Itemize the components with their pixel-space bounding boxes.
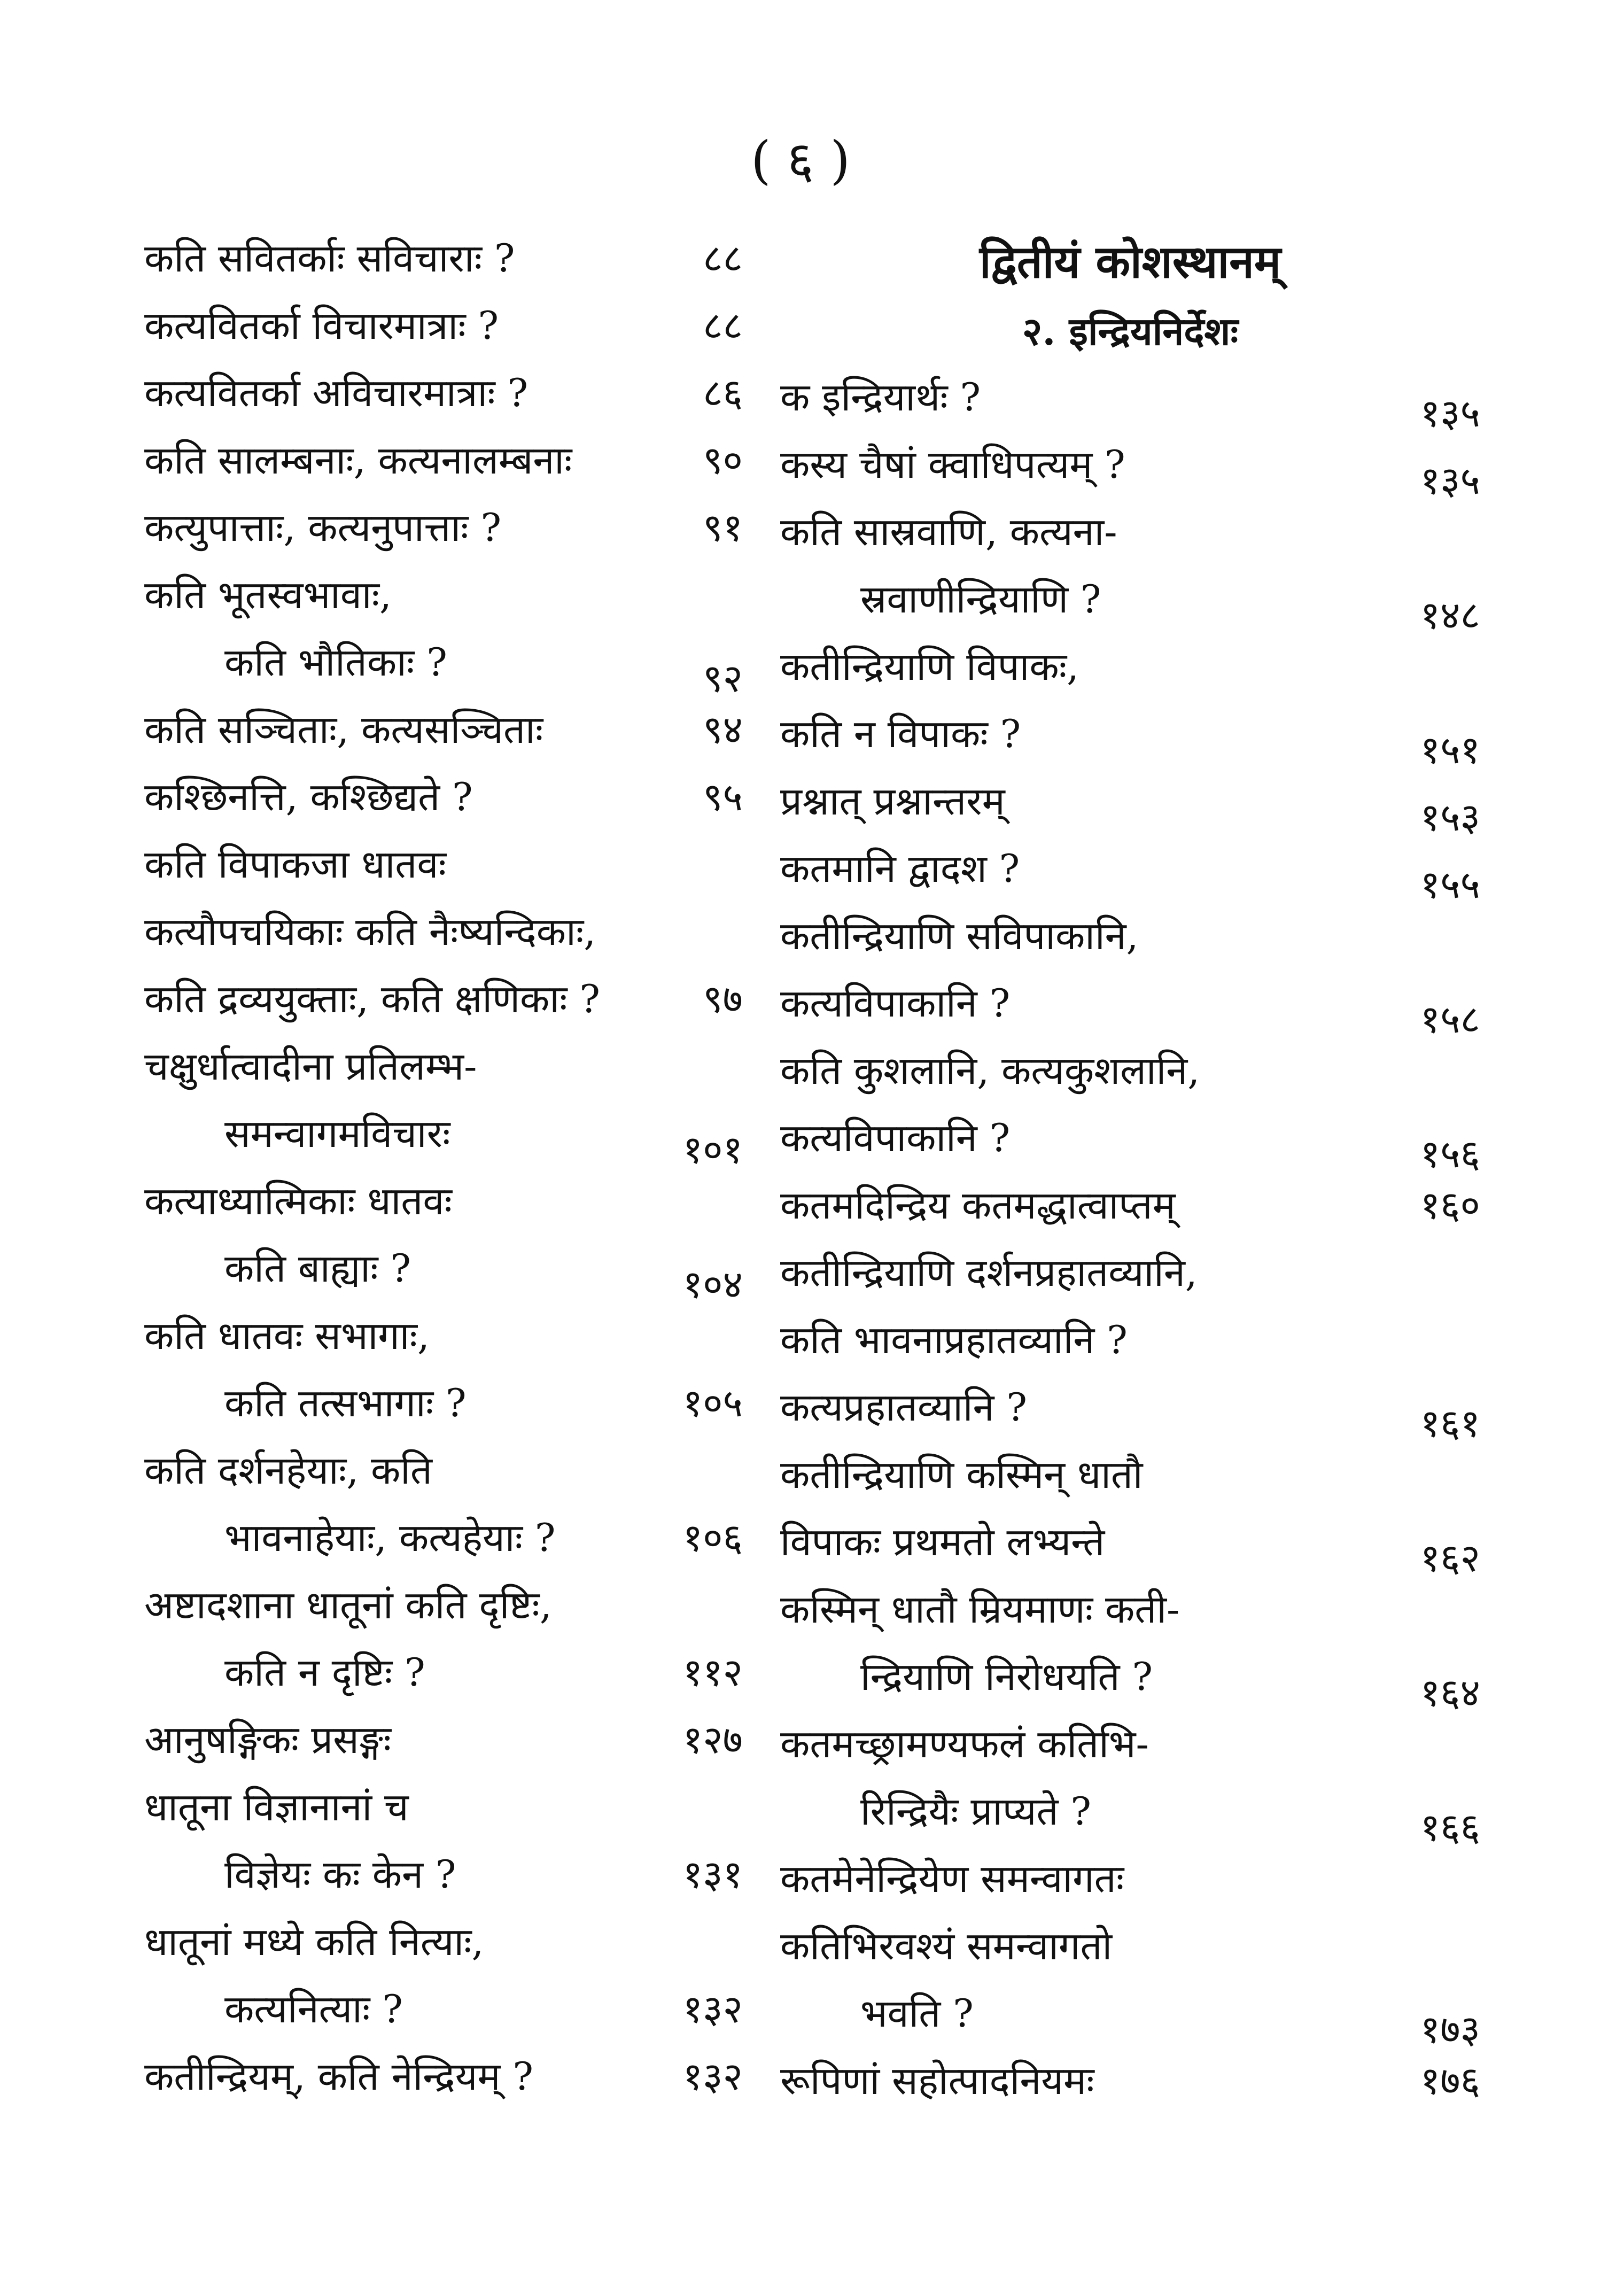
toc-entry [144, 1571, 743, 1639]
entry-text: कति न विपाकः ? [780, 711, 1021, 756]
chapter-title: २. इन्द्रियनिर्देशः [1022, 308, 1239, 354]
toc-entry [144, 1369, 743, 1437]
toc-entry [144, 1100, 743, 1172]
toc-entry [144, 831, 743, 898]
entry-page: ९५ [703, 774, 743, 819]
entry-text: कत्यवितर्का अविचारमात्राः ? [144, 370, 529, 415]
toc-entry [780, 1845, 1480, 1912]
toc-entry [780, 1980, 1480, 2052]
entry-page: ८८ [703, 236, 743, 281]
toc-entry [144, 224, 743, 292]
toc-entry [144, 1975, 743, 2043]
entry-text: कति कुशलानि, कत्यकुशलानि, [780, 1048, 1200, 1093]
entry-text: कति सालम्बनाः, कत्यनालम्बनाः [144, 438, 572, 483]
entry-text: स्रवाणीन्द्रियाणि ? [860, 577, 1101, 622]
entry-text: धातूनां मध्ये कति नित्याः, [144, 1919, 484, 1964]
entry-page: १६२ [1420, 1535, 1480, 1580]
entry-page: १०६ [682, 1515, 743, 1560]
toc-entry [780, 1306, 1480, 1374]
entry-text: कत्यनित्याः ? [224, 1987, 403, 2031]
entry-page: १५६ [1420, 1131, 1480, 1176]
toc-entry [144, 1167, 743, 1235]
left-column [144, 224, 743, 2110]
entry-text: रिन्द्रियैः प्राप्यते ? [860, 1789, 1091, 1834]
entry-page: ९४ [703, 707, 743, 752]
toc-entry [144, 1302, 743, 1369]
toc-entry [144, 1773, 743, 1841]
entry-text: न्द्रियाणि निरोधयति ? [860, 1654, 1153, 1699]
toc-entry [144, 494, 743, 561]
entry-text: कतमानि द्वादश ? [780, 846, 1020, 891]
entry-text: कत्युपात्ताः, कत्यनुपात्ताः ? [144, 505, 502, 550]
entry-page: १०५ [682, 1380, 743, 1425]
entry-text: धातूना विज्ञानानां च [144, 1785, 409, 1829]
toc-entry [780, 1172, 1480, 1239]
entry-text: कति भौतिकाः ? [224, 640, 447, 685]
toc-entry [780, 1104, 1480, 1176]
toc-entry [780, 767, 1480, 840]
entry-text: कति भूतस्वभावाः, [144, 572, 392, 617]
entry-text: कतीन्द्रियम्, कति नेन्द्रियम् ? [144, 2054, 533, 2099]
entry-page: ९७ [703, 976, 743, 1021]
entry-text: कतीन्द्रियाणि दर्शनप्रहातव्यानि, [780, 1250, 1198, 1295]
entry-page: १६१ [1420, 1401, 1480, 1446]
entry-page: १३२ [682, 1987, 743, 2031]
entry-page: १५१ [1420, 727, 1480, 772]
toc-entry [780, 1576, 1480, 1643]
toc-entry [144, 1908, 743, 1975]
entry-page: ११२ [682, 1650, 743, 1695]
toc-entry [144, 1841, 743, 1908]
entry-text: समन्वागमविचारः [224, 1111, 450, 1156]
toc-entry [780, 363, 1480, 436]
entry-text: कत्यौपचयिकाः कति नैःष्यन्दिकाः, [144, 909, 596, 954]
entry-text: कस्य चैषां क्वाधिपत्यम् ? [780, 442, 1125, 487]
toc-entry [780, 633, 1480, 700]
toc-entry [144, 629, 743, 701]
entry-text: कति सवितर्काः सविचाराः ? [144, 236, 515, 281]
toc-entry [780, 1374, 1480, 1446]
toc-entry [780, 700, 1480, 772]
entry-text: कत्यवितर्का विचारमात्राः ? [144, 303, 499, 348]
entry-text: भवति ? [860, 1991, 974, 2036]
entry-text: कति तत्सभागाः ? [224, 1380, 467, 1425]
entry-text: आनुषङ्गिकः प्रसङ्गः [144, 1717, 391, 1762]
toc-entry [780, 2047, 1480, 2114]
entry-page: १५३ [1420, 795, 1480, 840]
entry-text: कति सास्रवाणि, कत्यना- [780, 509, 1117, 554]
entry-page: १३२ [682, 2054, 743, 2099]
toc-entry [144, 561, 743, 629]
toc-entry [144, 426, 743, 494]
toc-entry [780, 1778, 1480, 1850]
toc-entry [144, 1639, 743, 1706]
entry-text: कतमेनेन्द्रियेण समन्वागतः [780, 1856, 1124, 1901]
entry-text: कत्यप्रहातव्यानि ? [780, 1385, 1027, 1430]
entry-text: भावनाहेयाः, कत्यहेयाः ? [224, 1515, 556, 1560]
entry-page: १०४ [682, 1262, 743, 1307]
toc-entry [780, 969, 1480, 1042]
toc-entry [780, 1912, 1480, 1980]
toc-entry [144, 898, 743, 965]
entry-page: ८६ [703, 370, 743, 415]
toc-entry [780, 1037, 1480, 1104]
page-number: ( ६ ) [751, 130, 850, 190]
entry-text: चक्षुर्धात्वादीना प्रतिलम्भ- [144, 1044, 477, 1089]
entry-text: कति विपाकजा धातवः [144, 842, 446, 887]
entry-text: कतीन्द्रियाणि कस्मिन् धातौ [780, 1452, 1143, 1497]
entry-text: विज्ञेयः कः केन ? [224, 1852, 456, 1897]
toc-entry [144, 1504, 743, 1571]
entry-page: ८८ [703, 303, 743, 348]
toc-entry [144, 359, 743, 426]
entry-page: १७३ [1420, 2007, 1480, 2052]
entry-page: ९२ [703, 656, 743, 701]
entry-page: १५५ [1420, 862, 1480, 907]
entry-text: कत्याध्यात्मिकाः धातवः [144, 1178, 452, 1223]
entry-page: १६० [1420, 1183, 1480, 1228]
entry-text: कति सञ्चिताः, कत्यसञ्चिताः [144, 707, 543, 752]
toc-entry [144, 965, 743, 1033]
toc-entry [144, 2043, 743, 2110]
entry-text: प्रश्नात् प्रश्नान्तरम् [780, 779, 1005, 824]
entry-text: अष्टादशाना धातूनां कति दृष्टिः, [144, 1583, 552, 1627]
entry-text: रूपिणां सहोत्पादनियमः [780, 2058, 1094, 2103]
entry-text: कति न दृष्टिः ? [224, 1650, 425, 1695]
entry-text: कतिभिरवश्यं समन्वागतो [780, 1923, 1113, 1968]
entry-page: १६६ [1420, 1805, 1480, 1850]
entry-text: कति भावनाप्रहातव्यानि ? [780, 1317, 1128, 1362]
toc-entry [780, 498, 1480, 565]
entry-page: १०१ [682, 1127, 743, 1172]
toc-entry [144, 1235, 743, 1307]
entry-text: कति दर्शनहेयाः, कति [144, 1448, 432, 1493]
toc-entry [144, 292, 743, 359]
entry-page: ९० [703, 438, 743, 483]
toc-entry [780, 902, 1480, 969]
entry-text: कति धातवः सभागाः, [144, 1313, 430, 1358]
entry-text: क इन्द्रियार्थः ? [780, 375, 981, 420]
entry-text: कति द्रव्ययुक्ताः, कति क्षणिकाः ? [144, 976, 601, 1021]
right-column [780, 224, 1480, 2114]
toc-entry [780, 835, 1480, 907]
toc-entry [780, 431, 1480, 503]
entry-page: १४८ [1420, 593, 1480, 638]
entry-text: कस्मिन् धातौ म्रियमाणः कती- [780, 1587, 1180, 1632]
toc-entry [144, 1437, 743, 1504]
entry-page: १३५ [1420, 458, 1480, 503]
entry-text: कतमदिन्द्रिय कतमद्धात्वाप्तम् [780, 1183, 1176, 1228]
entry-text: कतीन्द्रियाणि विपाकः, [780, 644, 1079, 689]
entry-text: कति बाह्याः ? [224, 1246, 411, 1291]
toc-entry [780, 1441, 1480, 1508]
entry-text: कश्छिनत्ति, कश्छिद्यते ? [144, 774, 473, 819]
entry-page: १२७ [682, 1717, 743, 1762]
toc-entry [780, 1508, 1480, 1580]
entry-text: कत्यविपाकानि ? [780, 1115, 1011, 1160]
entry-page: १७६ [1420, 2058, 1480, 2103]
entry-page: १५८ [1420, 997, 1480, 1042]
toc-entry [780, 1643, 1480, 1715]
toc-entry [144, 696, 743, 763]
entry-text: कतीन्द्रियाणि सविपाकानि, [780, 913, 1139, 958]
section-title: द्वितीयं कोशस्थानम् [979, 235, 1281, 288]
entry-page: १६४ [1420, 1670, 1480, 1715]
toc-entry [780, 1239, 1480, 1306]
entry-text: विपाकः प्रथमतो लभ्यन्ते [780, 1519, 1105, 1564]
toc-entry [144, 763, 743, 831]
toc-entry [780, 1710, 1480, 1778]
toc-entry [144, 1033, 743, 1100]
entry-page: १३५ [1420, 391, 1480, 436]
toc-entry [780, 565, 1480, 638]
entry-text: कतमच्छ्रामण्यफलं कतिभि- [780, 1721, 1149, 1766]
entry-text: कत्यविपाकानि ? [780, 981, 1011, 1026]
entry-page: ९१ [703, 505, 743, 550]
entry-page: १३१ [682, 1852, 743, 1897]
toc-entry [144, 1706, 743, 1773]
